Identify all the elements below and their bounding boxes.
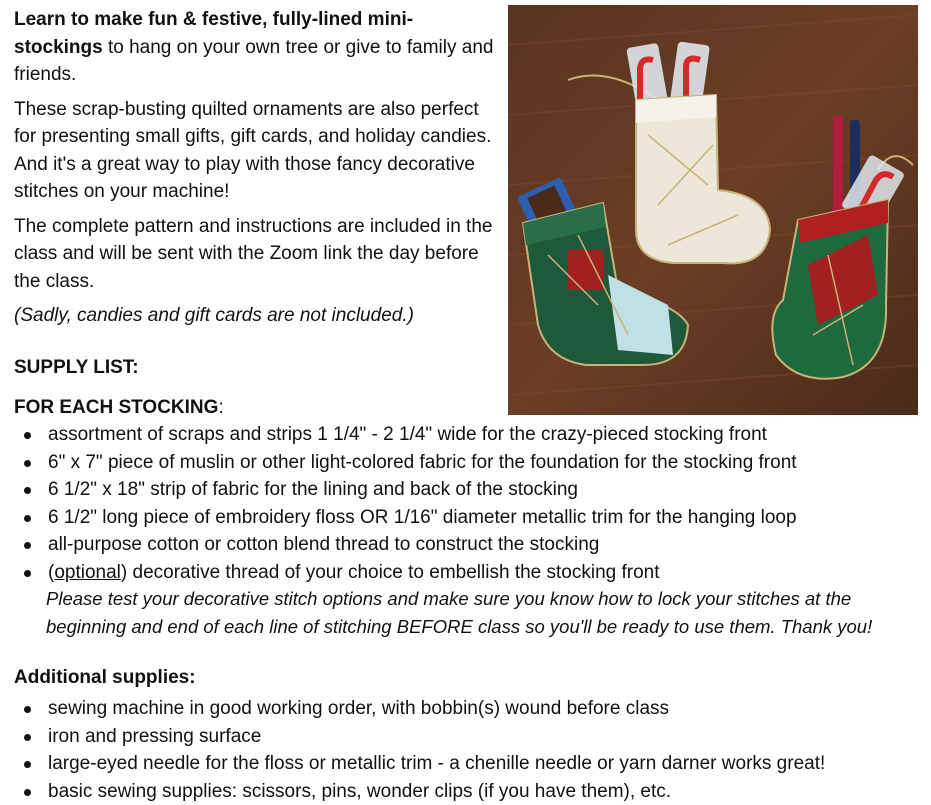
- list-item: assortment of scraps and strips 1 1/4" - 2 1/4" wide for the crazy-pieced stocking front: [14, 421, 924, 449]
- intro-note: (Sadly, candies and gift cards are not included.): [14, 302, 494, 330]
- list-item: basic sewing supplies: scissors, pins, wonder clips (if you have them), etc.: [14, 778, 924, 805]
- supply-list-title: SUPPLY LIST:: [14, 357, 139, 379]
- each-stocking-list: [14, 421, 924, 586]
- list-item-optional: [14, 559, 924, 587]
- each-stocking-label: FOR EACH STOCKING: [14, 397, 218, 418]
- list-item: 6 1/2" long piece of embroidery floss OR 1/16" diameter metallic trim for the hanging loop: [14, 504, 924, 532]
- stitch-test-note: Please test your decorative stitch options and make sure you know how to lock your stitches at the beginning and end of each line of stitching BEFORE class so you'll be ready to use them. Thank you!: [46, 585, 926, 640]
- list-item: all-purpose cotton or cotton blend thread to construct the stocking: [14, 531, 924, 559]
- intro-paragraph-3: The complete pattern and instructions are included in the class and will be sent with the Zoom link the day before the class.: [14, 213, 494, 296]
- list-item: 6 1/2" x 18" strip of fabric for the lining and back of the stocking: [14, 476, 924, 504]
- each-stocking-title: [14, 397, 224, 419]
- each-stocking-colon: :: [218, 397, 223, 418]
- optional-rest: ) decorative thread of your choice to embellish the stocking front: [121, 562, 660, 583]
- list-item: 6" x 7" piece of muslin or other light-colored fabric for the foundation for the stocking front: [14, 449, 924, 477]
- optional-open-paren: (: [48, 562, 54, 583]
- list-item: sewing machine in good working order, with bobbin(s) wound before class: [14, 695, 924, 723]
- intro-paragraph-1: [14, 6, 494, 89]
- list-item: iron and pressing surface: [14, 723, 924, 751]
- intro-bold-lead: Learn to make fun & festive, fully-lined mini-stockings: [14, 9, 413, 58]
- intro-text: [14, 6, 494, 337]
- intro-paragraph-2: These scrap-busting quilted ornaments are also perfect for presenting small gifts, gift cards, and holiday candies. And it's a great way to play with those fancy decorative stitches on your machine!: [14, 96, 494, 206]
- optional-word: optional: [54, 562, 121, 583]
- list-item: large-eyed needle for the floss or metallic trim - a chenille needle or yarn darner works great!: [14, 750, 924, 778]
- additional-supplies-title: Additional supplies:: [14, 667, 196, 689]
- stockings-photo: [508, 5, 918, 415]
- additional-supplies-list: [14, 695, 924, 805]
- intro-lead-rest: to hang on your own tree or give to family and friends.: [14, 37, 493, 86]
